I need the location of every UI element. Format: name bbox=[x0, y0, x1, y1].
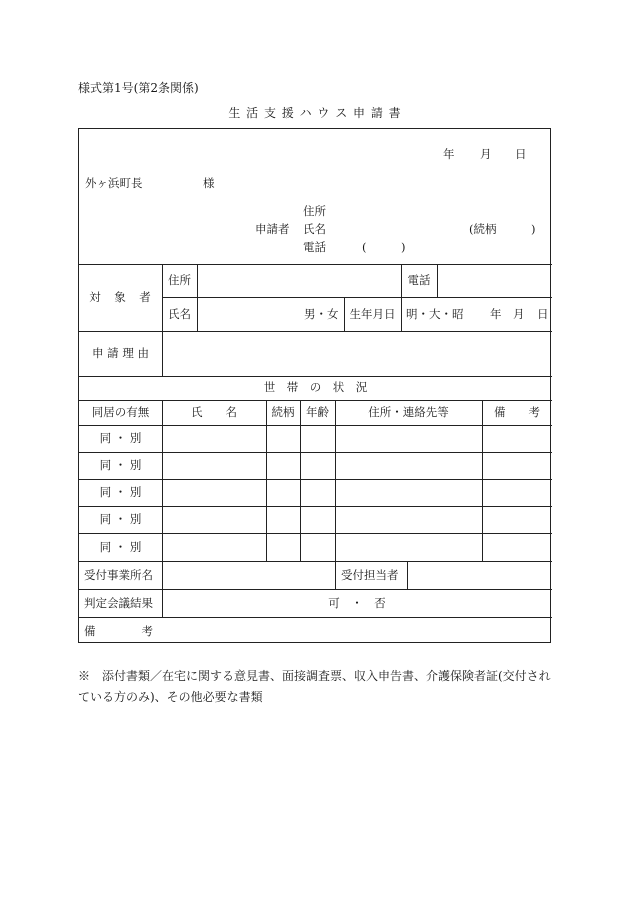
reception-office-label: 受付事業所名 bbox=[84, 568, 153, 582]
remarks-label: 備 考 bbox=[84, 624, 153, 638]
rule-decision bbox=[79, 617, 552, 618]
column-name: 氏 名 bbox=[191, 405, 237, 419]
applicant-address-label: 住所 bbox=[303, 204, 326, 218]
column-age: 年齢 bbox=[306, 405, 329, 419]
subject-era-options: 明・大・昭 bbox=[406, 307, 464, 321]
decision-value: 可 ・ 否 bbox=[328, 596, 386, 610]
application-form-table bbox=[78, 128, 551, 643]
household-row-1-cohab: 同 ・ 別 bbox=[99, 431, 142, 445]
household-row-5-cohab: 同 ・ 別 bbox=[99, 540, 142, 554]
vrule-household-relation bbox=[266, 400, 267, 561]
applicant-phone-label: 電話 bbox=[303, 240, 326, 254]
subject-dob-month: 月 bbox=[513, 307, 525, 321]
date-year-label: 年 bbox=[443, 147, 455, 161]
rule-subject-mid bbox=[162, 297, 552, 298]
applicant-name-label: 氏名 bbox=[303, 222, 326, 236]
form-title: 生 活 支 援 ハ ウ ス 申 請 書 bbox=[228, 106, 402, 120]
subject-name-label: 氏名 bbox=[168, 307, 191, 321]
vrule-household-address bbox=[335, 400, 336, 589]
form-number: 様式第1号(第2条関係) bbox=[78, 81, 199, 95]
rule-after-applicant bbox=[79, 264, 552, 265]
addressee: 外ヶ浜町長 bbox=[85, 176, 143, 190]
household-section-title: 世 帯 の 状 況 bbox=[263, 380, 368, 394]
household-row-4-cohab: 同 ・ 別 bbox=[99, 512, 142, 526]
applicant-label: 申請者 bbox=[255, 222, 290, 236]
vrule-household-age bbox=[300, 400, 301, 561]
attachments-note: ※ 添付書類／在宅に関する意見書、面接調査票、収入申告書、介護保険者証(交付されている方のみ)、その他必要な書類 bbox=[78, 669, 551, 704]
household-row-2-cohab: 同 ・ 別 bbox=[99, 458, 142, 472]
subject-dob-label: 生年月日 bbox=[349, 307, 396, 321]
vrule-household-remarks bbox=[482, 400, 483, 561]
rule-reception bbox=[79, 589, 552, 590]
decision-label: 判定会議結果 bbox=[84, 596, 153, 610]
honorific: 様 bbox=[203, 176, 215, 190]
column-cohabitation: 同居の有無 bbox=[91, 405, 150, 419]
date-month-label: 月 bbox=[480, 147, 492, 161]
household-row-3-cohab: 同 ・ 別 bbox=[99, 485, 142, 499]
column-relation: 続柄 bbox=[271, 405, 295, 419]
rule-after-subject bbox=[79, 331, 552, 332]
vrule-subject-phone-value bbox=[437, 264, 438, 297]
subject-address-label: 住所 bbox=[168, 273, 191, 287]
subject-phone-label: 電話 bbox=[407, 273, 431, 287]
reason-label: 申 請 理 由 bbox=[92, 346, 149, 360]
reception-staff-label: 受付担当者 bbox=[341, 568, 399, 582]
vrule-subject-fieldlabel bbox=[197, 264, 198, 331]
date-day-label: 日 bbox=[515, 147, 527, 161]
subject-label: 対 象 者 bbox=[89, 290, 152, 304]
vrule-subject-dob-value bbox=[401, 297, 402, 331]
vrule-reception-staff bbox=[407, 561, 408, 589]
applicant-relation-label: (続柄 ) bbox=[469, 222, 536, 236]
subject-dob-day: 日 bbox=[537, 307, 549, 321]
subject-dob-year: 年 bbox=[490, 307, 502, 321]
rule-after-reason bbox=[79, 376, 552, 377]
subject-sex-options: 男・女 bbox=[304, 307, 339, 321]
rule-row-5 bbox=[79, 561, 552, 562]
vrule-household-name bbox=[162, 400, 163, 617]
column-address-contact: 住所・連絡先等 bbox=[368, 405, 449, 419]
applicant-phone-paren: ( ) bbox=[362, 240, 406, 254]
column-remarks: 備 考 bbox=[494, 405, 540, 419]
